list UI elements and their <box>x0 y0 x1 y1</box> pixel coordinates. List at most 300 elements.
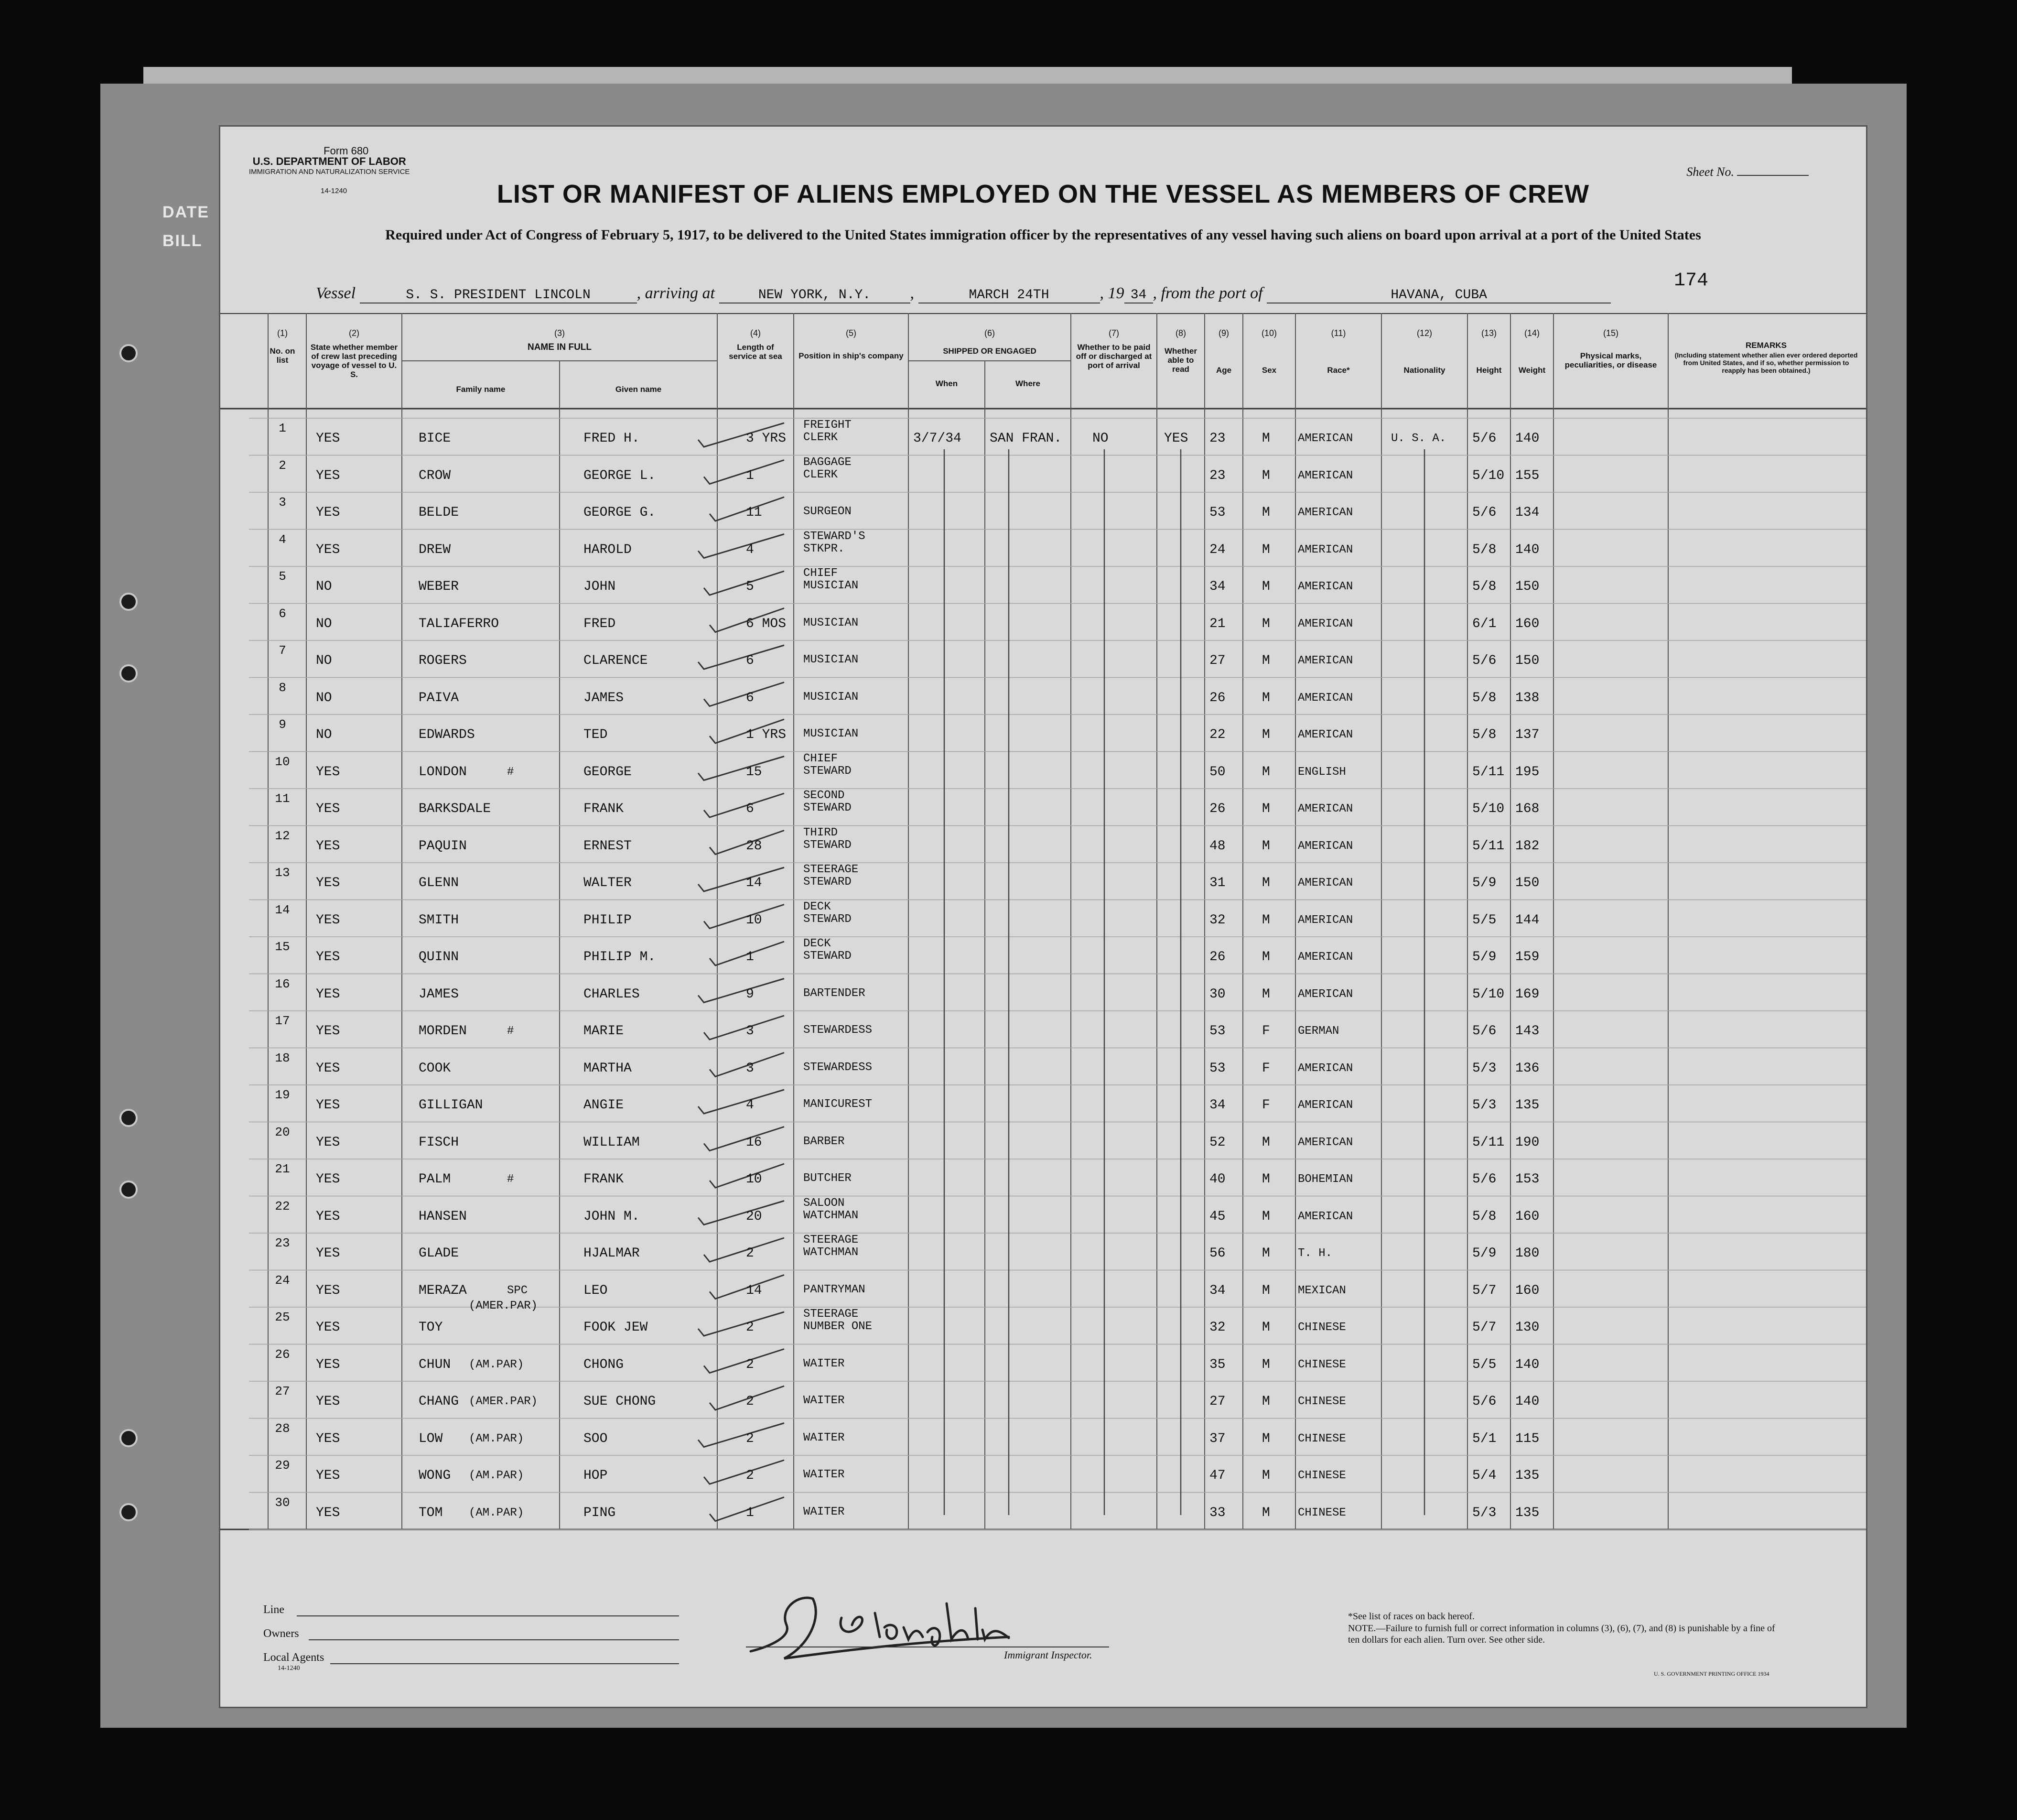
age-cell: 27 <box>1209 1394 1226 1409</box>
weight-cell: 190 <box>1515 1135 1540 1150</box>
family-name-annotation: (AM.PAR) <box>469 1506 524 1519</box>
vessel-label: Vessel <box>316 284 356 302</box>
check-mark <box>704 1238 784 1262</box>
position-cell-line1: STEERAGE <box>803 863 859 876</box>
family-name-annotation: # <box>507 1173 514 1186</box>
service-length-cell: 6 <box>746 653 754 668</box>
family-name-annotation: (AMER.PAR) <box>469 1395 538 1408</box>
family-name-cell: MERAZA <box>419 1283 467 1298</box>
check-mark <box>698 645 784 669</box>
previous-voyage-cell: YES <box>316 764 340 780</box>
position-cell-line1: SALOON <box>803 1196 845 1210</box>
weight-cell: 180 <box>1515 1246 1540 1261</box>
sex-cell: M <box>1262 1320 1270 1335</box>
weight-cell: 160 <box>1515 616 1540 631</box>
service-length-cell: 1 <box>746 1505 754 1520</box>
height-cell: 5/6 <box>1472 653 1497 668</box>
race-cell: AMERICAN <box>1298 506 1353 519</box>
position-cell: WAITER <box>803 1468 845 1481</box>
position-cell: SURGEON <box>803 505 852 518</box>
row-number: 8 <box>279 680 286 695</box>
given-name-cell: HOP <box>583 1468 608 1483</box>
row-number: 22 <box>275 1199 290 1213</box>
row-number: 16 <box>275 976 290 991</box>
col-header-race: Race* <box>1327 366 1350 375</box>
previous-voyage-cell: NO <box>316 727 332 742</box>
position-cell-line2: NUMBER ONE <box>803 1320 873 1333</box>
race-cell: AMERICAN <box>1298 1099 1353 1112</box>
given-name-cell: MARIE <box>583 1024 624 1039</box>
age-cell: 26 <box>1209 690 1226 705</box>
sex-cell: M <box>1262 542 1270 557</box>
col-header-height: Height <box>1476 366 1502 375</box>
weight-cell: 169 <box>1515 986 1540 1002</box>
weight-cell: 115 <box>1515 1431 1540 1446</box>
position-cell-line1: STEWARD'S <box>803 530 865 543</box>
position-cell-line1: THIRD <box>803 826 838 839</box>
height-cell: 5/9 <box>1472 1246 1497 1261</box>
weight-cell: 150 <box>1515 653 1540 668</box>
col-header-nationality: Nationality <box>1403 366 1445 375</box>
position-cell: MUSICIAN <box>803 690 859 704</box>
sex-cell: M <box>1262 690 1270 705</box>
row-number: 30 <box>275 1495 290 1510</box>
service-length-cell: 10 <box>746 912 762 928</box>
given-name-cell: JAMES <box>583 690 624 705</box>
position-cell: WAITER <box>803 1357 845 1370</box>
sex-cell: M <box>1262 505 1270 520</box>
age-cell: 31 <box>1209 876 1226 890</box>
sex-cell: F <box>1262 1061 1270 1076</box>
sex-cell: M <box>1262 1246 1270 1261</box>
race-cell: ENGLISH <box>1298 765 1346 779</box>
printer-imprint: U. S. GOVERNMENT PRINTING OFFICE 1934 <box>1654 1670 1769 1677</box>
sex-cell: M <box>1262 986 1270 1002</box>
check-mark <box>704 1127 784 1151</box>
weight-cell: 140 <box>1515 542 1540 557</box>
family-name-cell: TOM <box>419 1505 443 1520</box>
family-name-cell: ROGERS <box>419 653 467 668</box>
service-length-cell: 2 <box>746 1320 754 1335</box>
family-name-annotation-extra: (AMER.PAR) <box>469 1299 538 1312</box>
race-cell: AMERICAN <box>1298 617 1353 630</box>
position-cell: STEWARDESS <box>803 1024 873 1037</box>
row-number: 24 <box>275 1273 290 1288</box>
age-cell: 47 <box>1209 1468 1226 1483</box>
given-name-cell: WILLIAM <box>583 1135 640 1150</box>
service-length-cell: 1 YRS <box>746 727 787 742</box>
col-header-no: No. on list <box>270 347 295 365</box>
check-mark <box>704 682 784 706</box>
height-cell: 5/6 <box>1472 1172 1497 1187</box>
row-number: 7 <box>279 643 286 658</box>
owners-field <box>309 1639 679 1640</box>
sex-cell: M <box>1262 616 1270 631</box>
height-cell: 5/9 <box>1472 876 1497 890</box>
height-cell: 5/10 <box>1472 468 1505 483</box>
col-header-age: Age <box>1216 366 1232 375</box>
sex-cell: F <box>1262 1024 1270 1039</box>
departure-port: HAVANA, CUBA <box>1267 288 1611 303</box>
family-name-cell: COOK <box>419 1061 451 1076</box>
previous-voyage-cell: YES <box>316 505 340 520</box>
race-cell: MEXICAN <box>1298 1284 1346 1297</box>
owners-label: Owners <box>263 1627 299 1640</box>
race-cell: AMERICAN <box>1298 1210 1353 1223</box>
sex-cell: M <box>1262 764 1270 780</box>
check-mark <box>698 979 784 1003</box>
race-cell: AMERICAN <box>1298 469 1353 482</box>
col-header-where: Where <box>1015 379 1040 388</box>
weight-cell: 135 <box>1515 1468 1540 1483</box>
age-cell: 32 <box>1209 1320 1226 1335</box>
given-name-cell: GEORGE L. <box>583 468 656 483</box>
sex-cell: M <box>1262 1431 1270 1446</box>
age-cell: 48 <box>1209 838 1226 854</box>
position-cell-line2: WATCHMAN <box>803 1209 859 1222</box>
punch-hole <box>119 1503 138 1521</box>
col-num-15: (15) <box>1603 328 1618 338</box>
position-cell-line1: DECK <box>803 900 831 913</box>
height-cell: 5/6 <box>1472 505 1497 520</box>
punch-hole <box>119 344 138 362</box>
given-name-cell: ANGIE <box>583 1098 624 1113</box>
family-name-cell: CHANG <box>419 1394 459 1409</box>
page-title: LIST OR MANIFEST OF ALIENS EMPLOYED ON THE VESSEL AS MEMBERS OF CREW <box>496 180 1590 208</box>
weight-cell: 140 <box>1515 1394 1540 1409</box>
given-name-cell: CLARENCE <box>583 653 648 668</box>
position-cell-line2: CLERK <box>803 431 838 444</box>
race-cell: CHINESE <box>1298 1432 1346 1445</box>
sex-cell: F <box>1262 1098 1270 1113</box>
service-length-cell: 2 <box>746 1394 754 1409</box>
col-header-sex: Sex <box>1262 366 1277 375</box>
agents-label: Local Agents <box>263 1651 324 1664</box>
weight-cell: 138 <box>1515 690 1540 705</box>
check-mark <box>704 1460 784 1484</box>
height-cell: 5/5 <box>1472 1357 1497 1372</box>
form-number: Form 680 <box>324 145 369 157</box>
height-cell: 5/8 <box>1472 1209 1497 1224</box>
given-name-cell: GEORGE G. <box>583 505 656 520</box>
table-rules <box>220 313 1866 1704</box>
race-cell: BOHEMIAN <box>1298 1173 1353 1186</box>
position-cell: BUTCHER <box>803 1172 852 1185</box>
col-num-11: (11) <box>1331 328 1346 338</box>
race-cell: AMERICAN <box>1298 580 1353 593</box>
row-number: 2 <box>279 458 286 473</box>
row-number: 17 <box>275 1014 290 1028</box>
row-number: 25 <box>275 1310 290 1324</box>
height-cell: 5/4 <box>1472 1468 1497 1483</box>
arrival-year: 34 <box>1124 288 1153 303</box>
height-cell: 5/3 <box>1472 1505 1497 1520</box>
sex-cell: M <box>1262 1172 1270 1187</box>
service-length-cell: 14 <box>746 876 762 890</box>
weight-cell: 150 <box>1515 579 1540 594</box>
given-name-cell: SOO <box>583 1431 608 1446</box>
given-name-cell: HAROLD <box>583 542 632 557</box>
sex-cell: M <box>1262 1357 1270 1372</box>
service-length-cell: 1 <box>746 468 754 483</box>
sex-cell: M <box>1262 1283 1270 1298</box>
position-cell-line1: STEERAGE <box>803 1234 859 1246</box>
position-cell: WAITER <box>803 1505 845 1518</box>
row-number: 4 <box>279 532 286 547</box>
backing-sheet-edge <box>143 67 1792 86</box>
age-cell: 23 <box>1209 431 1226 446</box>
line-field <box>297 1615 679 1616</box>
arrival-date: MARCH 24TH <box>918 288 1100 303</box>
age-cell: 27 <box>1209 653 1226 668</box>
row-number: 3 <box>279 495 286 509</box>
position-cell-line1: SECOND <box>803 789 845 802</box>
row-number: 14 <box>275 902 290 917</box>
position-cell: BARTENDER <box>803 986 865 1000</box>
family-name-cell: CROW <box>419 468 451 483</box>
col-header-given-name: Given name <box>615 385 662 394</box>
row-number: 20 <box>275 1125 290 1139</box>
given-name-cell: CHONG <box>583 1357 624 1372</box>
previous-voyage-cell: YES <box>316 838 340 854</box>
family-name-cell: SMITH <box>419 912 459 928</box>
position-cell-line1: BAGGAGE <box>803 455 852 469</box>
family-name-cell: TOY <box>419 1320 443 1335</box>
service-length-cell: 10 <box>746 1172 762 1187</box>
agents-code: 14-1240 <box>278 1665 300 1672</box>
race-cell: AMERICAN <box>1298 987 1353 1001</box>
height-cell: 5/8 <box>1472 579 1497 594</box>
weight-cell: 153 <box>1515 1172 1540 1187</box>
previous-voyage-cell: NO <box>316 616 332 631</box>
weight-cell: 144 <box>1515 912 1540 928</box>
family-name-cell: PAIVA <box>419 690 459 705</box>
check-mark <box>704 571 784 595</box>
col-header-previous-voyage: State whether member of crew last preceding voyage of vessel to U. S. <box>310 343 398 379</box>
col-num-5: (5) <box>846 328 856 338</box>
check-mark <box>698 1423 784 1447</box>
row-number: 13 <box>275 866 290 880</box>
weight-cell: 155 <box>1515 468 1540 483</box>
age-cell: 22 <box>1209 727 1226 742</box>
col-num-2: (2) <box>349 328 359 338</box>
col-header-remarks: REMARKS <box>1746 341 1787 350</box>
age-cell: 30 <box>1209 986 1226 1002</box>
check-mark <box>704 460 784 484</box>
given-name-cell: FRANK <box>583 802 624 816</box>
position-cell-line1: FREIGHT <box>803 419 852 432</box>
family-name-annotation: SPC <box>507 1284 528 1297</box>
row-number: 5 <box>279 569 286 584</box>
row-number: 28 <box>275 1421 290 1436</box>
position-cell-line1: DECK <box>803 937 831 950</box>
age-cell: 26 <box>1209 950 1226 964</box>
age-cell: 34 <box>1209 1283 1226 1298</box>
form-service: IMMIGRATION AND NATURALIZATION SERVICE <box>249 168 410 176</box>
punch-hole <box>119 1109 138 1127</box>
previous-voyage-cell: YES <box>316 1024 340 1039</box>
col-header-read: Whether able to read <box>1165 347 1197 374</box>
weight-cell: 135 <box>1515 1505 1540 1520</box>
weight-cell: 168 <box>1515 802 1540 816</box>
family-name-cell: CHUN <box>419 1357 451 1372</box>
previous-voyage-cell: YES <box>316 468 340 483</box>
col-header-physical-marks: Physical marks, peculiarities, or disease <box>1564 351 1657 369</box>
position-cell: BARBER <box>803 1135 845 1148</box>
service-length-cell: 4 <box>746 1098 754 1113</box>
race-cell: CHINESE <box>1298 1321 1346 1334</box>
year-prefix: , 19 <box>1100 284 1124 302</box>
height-cell: 5/11 <box>1472 838 1505 854</box>
sex-cell: M <box>1262 1209 1270 1224</box>
given-name-cell: PHILIP <box>583 912 632 928</box>
age-cell: 26 <box>1209 802 1226 816</box>
check-mark <box>698 1312 784 1336</box>
position-cell-line2: STKPR. <box>803 542 845 555</box>
previous-voyage-cell: YES <box>316 1283 340 1298</box>
weight-cell: 140 <box>1515 431 1540 446</box>
family-name-cell: LOW <box>419 1431 443 1446</box>
col-header-shipped: SHIPPED OR ENGAGED <box>943 347 1036 356</box>
family-name-annotation: # <box>507 765 514 779</box>
sex-cell: M <box>1262 468 1270 483</box>
check-mark <box>698 1090 784 1114</box>
sex-cell: M <box>1262 1135 1270 1150</box>
check-mark <box>698 1201 784 1225</box>
punch-hole <box>119 593 138 611</box>
race-cell: AMERICAN <box>1298 802 1353 815</box>
height-cell: 5/9 <box>1472 950 1497 964</box>
age-cell: 34 <box>1209 579 1226 594</box>
service-length-cell: 9 <box>746 986 754 1002</box>
age-cell: 53 <box>1209 505 1226 520</box>
race-cell: AMERICAN <box>1298 913 1353 927</box>
age-cell: 52 <box>1209 1135 1226 1150</box>
race-cell: AMERICAN <box>1298 1062 1353 1075</box>
race-cell: AMERICAN <box>1298 728 1353 741</box>
height-cell: 5/7 <box>1472 1320 1497 1335</box>
row-number: 10 <box>275 754 290 769</box>
family-name-cell: EDWARDS <box>419 727 475 742</box>
margin-note-bill: BILL <box>162 232 203 250</box>
sex-cell: M <box>1262 1394 1270 1409</box>
row-number: 23 <box>275 1236 290 1250</box>
check-mark <box>704 793 784 817</box>
sex-cell: M <box>1262 912 1270 928</box>
given-name-cell: SUE CHONG <box>583 1394 656 1409</box>
weight-cell: 143 <box>1515 1024 1540 1039</box>
weight-cell: 159 <box>1515 950 1540 964</box>
position-cell: STEWARDESS <box>803 1061 873 1074</box>
shipped-where-cell: SAN FRAN. <box>990 431 1062 446</box>
previous-voyage-cell: YES <box>316 1320 340 1335</box>
position-cell: MUSICIAN <box>803 616 859 629</box>
from-label: , from the port of <box>1153 284 1263 302</box>
check-mark <box>704 905 784 929</box>
position-cell-line2: STEWARD <box>803 838 852 852</box>
position-cell: MUSICIAN <box>803 727 859 740</box>
sex-cell: M <box>1262 727 1270 742</box>
weight-cell: 182 <box>1515 838 1540 854</box>
age-cell: 40 <box>1209 1172 1226 1187</box>
previous-voyage-cell: YES <box>316 1357 340 1372</box>
position-cell-line2: STEWARD <box>803 950 852 963</box>
previous-voyage-cell: NO <box>316 690 332 705</box>
family-name-cell: GILLIGAN <box>419 1098 483 1113</box>
race-cell: CHINESE <box>1298 1469 1346 1482</box>
row-number: 15 <box>275 940 290 954</box>
col-num-6: (6) <box>984 328 995 338</box>
row-number: 19 <box>275 1088 290 1102</box>
col-header-position: Position in ship's company <box>798 351 904 360</box>
service-length-cell: 16 <box>746 1135 762 1150</box>
row-number: 21 <box>275 1162 290 1176</box>
age-cell: 56 <box>1209 1246 1226 1261</box>
previous-voyage-cell: YES <box>316 802 340 816</box>
sheet-number-label: Sheet No. <box>1686 165 1734 179</box>
height-cell: 5/6 <box>1472 1394 1497 1409</box>
previous-voyage-cell: YES <box>316 950 340 964</box>
race-cell: AMERICAN <box>1298 654 1353 667</box>
given-name-cell: TED <box>583 727 608 742</box>
position-cell-line2: STEWARD <box>803 802 852 814</box>
family-name-annotation: (AM.PAR) <box>469 1432 524 1445</box>
position-cell: MUSICIAN <box>803 653 859 666</box>
height-cell: 5/1 <box>1472 1431 1497 1446</box>
weight-cell: 160 <box>1515 1209 1540 1224</box>
family-name-cell: PALM <box>419 1172 451 1187</box>
given-name-cell: JOHN M. <box>583 1209 640 1224</box>
height-cell: 5/10 <box>1472 986 1505 1002</box>
previous-voyage-cell: YES <box>316 1431 340 1446</box>
family-name-cell: TALIAFERRO <box>419 616 499 631</box>
row-number: 12 <box>275 828 290 843</box>
arriving-label: , arriving at <box>636 284 715 302</box>
height-cell: 5/8 <box>1472 542 1497 557</box>
position-cell: MANICUREST <box>803 1098 873 1111</box>
given-name-cell: FRED <box>583 616 616 631</box>
race-cell: AMERICAN <box>1298 1136 1353 1149</box>
service-length-cell: 1 <box>746 950 754 964</box>
height-cell: 5/3 <box>1472 1098 1497 1113</box>
family-name-annotation: # <box>507 1025 514 1038</box>
sex-cell: M <box>1262 876 1270 890</box>
previous-voyage-cell: YES <box>316 986 340 1002</box>
sheet-number-field <box>1737 175 1809 176</box>
previous-voyage-cell: YES <box>316 1098 340 1113</box>
position-cell-line1: STEERAGE <box>803 1308 859 1321</box>
vessel-name: S. S. PRESIDENT LINCOLN <box>360 288 637 303</box>
service-length-cell: 20 <box>746 1209 762 1224</box>
col-header-when: When <box>935 379 958 388</box>
sex-cell: M <box>1262 950 1270 964</box>
col-num-12: (12) <box>1416 328 1432 338</box>
given-name-cell: HJALMAR <box>583 1246 640 1261</box>
family-name-cell: WEBER <box>419 579 459 594</box>
race-cell: AMERICAN <box>1298 951 1353 964</box>
weight-cell: 137 <box>1515 727 1540 742</box>
sex-cell: M <box>1262 1468 1270 1483</box>
family-name-cell: GLADE <box>419 1246 459 1261</box>
row-number: 6 <box>279 606 286 621</box>
given-name-cell: ERNEST <box>583 838 632 854</box>
previous-voyage-cell: YES <box>316 1505 340 1520</box>
height-cell: 5/8 <box>1472 727 1497 742</box>
form-code: 14-1240 <box>321 187 347 195</box>
height-cell: 5/6 <box>1472 1024 1497 1039</box>
shipped-when-cell: 3/7/34 <box>913 431 961 446</box>
family-name-cell: PAQUIN <box>419 838 467 854</box>
